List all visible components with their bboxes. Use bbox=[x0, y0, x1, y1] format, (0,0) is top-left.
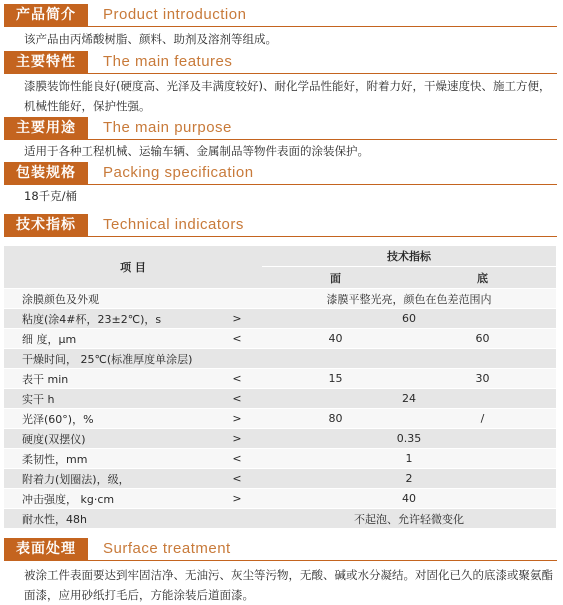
section-tag: 主要特性 bbox=[4, 51, 88, 73]
row-value-face: 15 bbox=[262, 369, 409, 389]
section-tag: 产品简介 bbox=[4, 4, 88, 26]
row-name: 表干 min bbox=[4, 369, 212, 389]
section-tag: 包装规格 bbox=[4, 162, 88, 184]
table-row bbox=[4, 289, 556, 309]
section-header-technical bbox=[0, 214, 563, 236]
row-name: 附着力(划圈法)，级， bbox=[4, 469, 212, 489]
row-comparator bbox=[212, 289, 262, 309]
surface-text: 被涂工件表面要达到牢固洁净、无油污、灰尘等污物，无酸、碱或水分凝结。对固化已久的底漆或聚氨酯面漆，应用砂纸打毛后，方能涂装后道面漆。 bbox=[24, 568, 553, 602]
header-item: 项 目 bbox=[4, 246, 262, 289]
row-comparator: > bbox=[212, 309, 262, 329]
table-row bbox=[4, 429, 556, 449]
row-comparator bbox=[212, 509, 262, 529]
row-value-face: 40 bbox=[262, 329, 409, 349]
row-name: 细 度，μm bbox=[4, 329, 212, 349]
section-header-features bbox=[0, 51, 563, 73]
row-value: 漆膜平整光亮，颜色在色差范围内 bbox=[262, 289, 556, 309]
section-header-intro bbox=[0, 4, 563, 26]
row-name: 耐水性，48h bbox=[4, 509, 212, 529]
row-comparator: < bbox=[212, 389, 262, 409]
section-title-en: Surface treatment bbox=[103, 540, 231, 557]
row-value: 2 bbox=[262, 469, 556, 489]
purpose-text: 适用于各种工程机械、运输车辆、金属制品等物件表面的涂装保护。 bbox=[24, 144, 369, 158]
section-title-en: Packing specification bbox=[103, 164, 254, 181]
row-comparator: < bbox=[212, 329, 262, 349]
section-header-surface bbox=[0, 538, 563, 560]
section-header-purpose bbox=[0, 117, 563, 139]
row-name: 干燥时间， 25℃(标准厚度单涂层) bbox=[4, 349, 212, 369]
row-comparator: > bbox=[212, 429, 262, 449]
header-indicator: 技术指标 bbox=[262, 246, 556, 267]
section-rule bbox=[4, 26, 557, 27]
section-title-en: Technical indicators bbox=[103, 216, 244, 233]
section-tag: 表面处理 bbox=[4, 538, 88, 560]
table-row bbox=[4, 389, 556, 409]
row-value: 40 bbox=[262, 489, 556, 509]
section-rule bbox=[4, 73, 557, 74]
section-tag: 主要用途 bbox=[4, 117, 88, 139]
row-value bbox=[262, 349, 556, 369]
row-name: 实干 h bbox=[4, 389, 212, 409]
table-row bbox=[4, 489, 556, 509]
row-value: 0.35 bbox=[262, 429, 556, 449]
row-value: 24 bbox=[262, 389, 556, 409]
packing-text: 18千克/桶 bbox=[24, 189, 78, 203]
features-text: 漆膜装饰性能良好(硬度高、光泽及丰满度较好)、耐化学品性能好，附着力好，干燥速度快、施工方便，机械性能好，保护性强。 bbox=[24, 79, 551, 113]
table-header-row bbox=[4, 246, 556, 267]
section-rule bbox=[4, 139, 557, 140]
technical-indicators-table bbox=[4, 246, 556, 529]
table-row bbox=[4, 349, 556, 369]
table-row bbox=[4, 309, 556, 329]
row-comparator: < bbox=[212, 469, 262, 489]
row-value-base: 30 bbox=[409, 369, 556, 389]
row-value-face: 80 bbox=[262, 409, 409, 429]
section-tag: 技术指标 bbox=[4, 214, 88, 236]
row-name: 涂膜颜色及外观 bbox=[4, 289, 212, 309]
section-rule bbox=[4, 560, 557, 561]
row-value-base: / bbox=[409, 409, 556, 429]
table-row bbox=[4, 329, 556, 349]
table-row bbox=[4, 449, 556, 469]
table-row bbox=[4, 469, 556, 489]
row-comparator: < bbox=[212, 449, 262, 469]
row-name: 硬度(双摆仪) bbox=[4, 429, 212, 449]
table-row bbox=[4, 369, 556, 389]
section-header-packing bbox=[0, 162, 563, 184]
row-comparator: < bbox=[212, 369, 262, 389]
section-rule bbox=[4, 184, 557, 185]
table-row bbox=[4, 409, 556, 429]
row-name: 光泽(60°)，% bbox=[4, 409, 212, 429]
row-value: 1 bbox=[262, 449, 556, 469]
intro-text: 该产品由丙烯酸树脂、颜料、助剂及溶剂等组成。 bbox=[24, 32, 277, 46]
section-title-en: The main features bbox=[103, 53, 233, 70]
row-comparator bbox=[212, 349, 262, 369]
section-title-en: Product introduction bbox=[103, 6, 247, 23]
row-value-base: 60 bbox=[409, 329, 556, 349]
row-name: 柔韧性，mm bbox=[4, 449, 212, 469]
row-name: 粘度(涂4#杯，23±2℃)，s bbox=[4, 309, 212, 329]
header-col-base: 底 bbox=[409, 267, 556, 289]
row-comparator: > bbox=[212, 409, 262, 429]
row-value: 不起泡、允许轻微变化 bbox=[262, 509, 556, 529]
row-name: 冲击强度， kg·cm bbox=[4, 489, 212, 509]
row-comparator: > bbox=[212, 489, 262, 509]
header-col-face: 面 bbox=[262, 267, 409, 289]
row-value: 60 bbox=[262, 309, 556, 329]
section-title-en: The main purpose bbox=[103, 119, 232, 136]
table-row bbox=[4, 509, 556, 529]
section-rule bbox=[4, 236, 557, 237]
